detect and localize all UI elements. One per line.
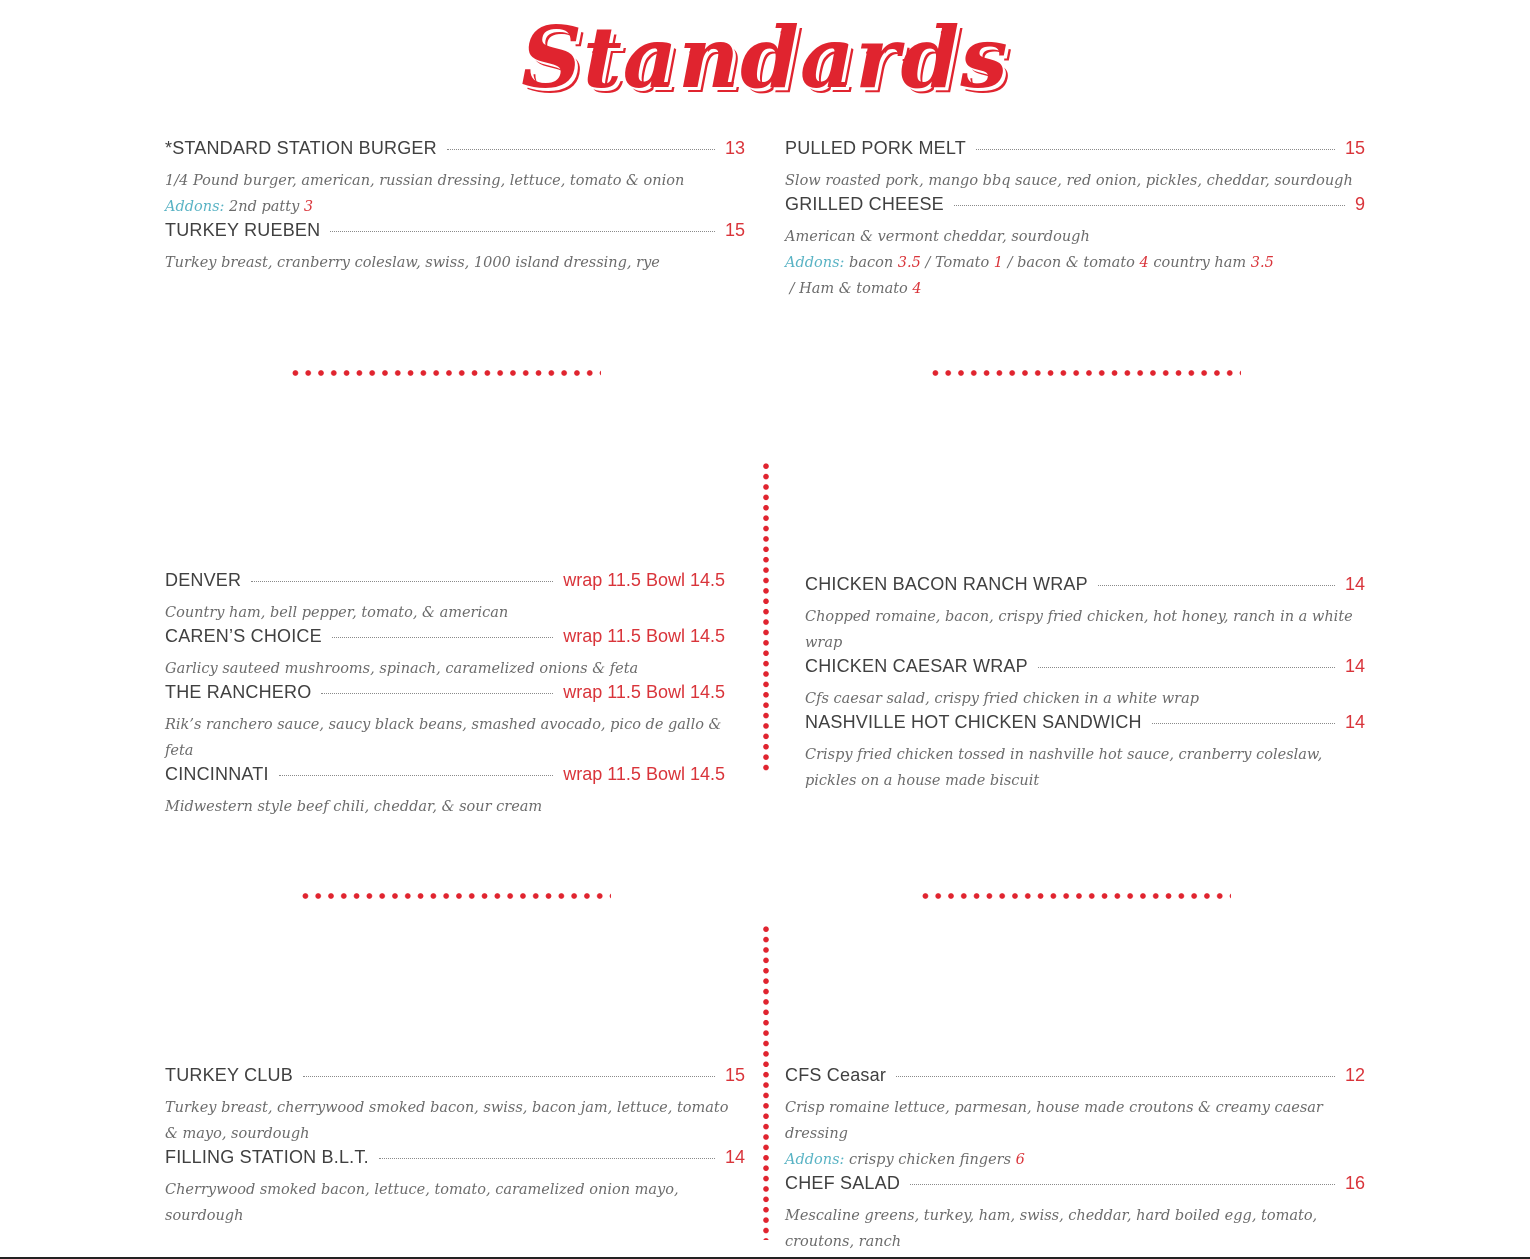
menu-item-name: CHEF SALAD [785,1173,901,1193]
section-mid-left [165,570,725,820]
addon-name: / bacon & tomato [1003,255,1140,271]
menu-item-price: 14 [1344,574,1365,594]
menu-item-price: wrap 11.5 Bowl 14.5 [563,626,725,646]
menu-item-row [165,1147,745,1173]
menu-item-price: 9 [1354,194,1365,214]
menu-item-row [805,656,1365,682]
menu-item-row [165,682,725,708]
menu-item-row [165,764,725,790]
menu-item-price: 15 [724,220,745,240]
menu-item-row [165,220,745,246]
section-top-left [165,138,745,276]
menu-item [805,656,1365,712]
dotted-leader [332,636,553,638]
menu-item [165,1065,745,1147]
menu-item-name: FILLING STATION B.L.T. [165,1147,369,1167]
menu-item-row [785,138,1365,164]
dotted-leader [330,230,715,232]
menu-item-description: Crisp romaine lettuce, parmesan, house made croutons & creamy caesar dressing [785,1100,1323,1142]
menu-item-name: CHICKEN CAESAR WRAP [805,656,1028,676]
menu-item-name: CFS Ceasar [785,1065,887,1085]
menu-item [785,1173,1365,1255]
section-top-right [785,138,1365,302]
addons-line [785,1147,1365,1173]
menu-item-row [165,626,725,652]
dotted-leader [954,204,1345,206]
dotted-divider [289,370,601,376]
addon-name: crispy chicken fingers [844,1152,1016,1168]
menu-item-description: Chopped romaine, bacon, crispy fried chicken, hot honey, ranch in a white wrap [805,609,1353,651]
menu-item-name: CHICKEN BACON RANCH WRAP [805,574,1088,594]
menu-item [165,138,745,220]
dotted-leader [447,148,715,150]
menu-item-price: wrap 11.5 Bowl 14.5 [563,764,725,784]
addon-price: 3.5 [897,255,921,271]
menu-item [165,764,725,820]
addon-price: 6 [1015,1152,1025,1168]
addon-price: 3 [303,199,314,215]
addons-label: Addons: [785,1152,845,1168]
menu-item-description: Garlicy sauteed mushrooms, spinach, caramelized onions & feta [165,661,639,677]
menu-item-description: Crispy fried chicken tossed in nashville hot sauce, cranberry coleslaw, pickles on a house made biscuit [805,747,1323,789]
menu-item-price: wrap 11.5 Bowl 14.5 [563,682,725,702]
addon-name: / Tomato [920,255,994,271]
menu-item [165,682,725,764]
menu-item [785,1065,1365,1173]
menu-item [805,574,1365,656]
dotted-leader [251,580,553,582]
addon-price: 4 [1139,255,1149,271]
menu-item-row [165,1065,745,1091]
section-mid-right [805,574,1365,794]
addons-label: Addons: [165,199,225,215]
addons-line [785,250,1365,302]
menu-item-row [805,574,1365,600]
vertical-dotted-divider [763,461,769,775]
dotted-leader [303,1075,715,1077]
menu-item-name: TURKEY RUEBEN [165,220,321,240]
addon-name: / Ham & tomato [785,281,913,297]
dotted-divider [299,893,611,899]
menu-item-row [165,570,725,596]
addon-name: bacon [844,255,898,271]
addons-line [165,194,745,220]
menu-item-price: 13 [724,138,745,158]
menu-item-description: Turkey breast, cranberry coleslaw, swiss, 1000 island dressing, rye [165,255,660,271]
dotted-leader [379,1157,715,1159]
section-bottom-right [785,1065,1365,1255]
menu-item-price: 15 [724,1065,745,1085]
menu-item-name: CINCINNATI [165,764,269,784]
menu-item-name: *STANDARD STATION BURGER [165,138,437,158]
menu-item [785,194,1365,302]
dotted-leader [279,774,554,776]
page-title: Standards [521,8,1009,107]
dotted-divider [919,893,1231,899]
menu-item-row [805,712,1365,738]
menu-item [785,138,1365,194]
menu-item-price: 15 [1344,138,1365,158]
menu-item [165,220,745,276]
menu-item-name: PULLED PORK MELT [785,138,966,158]
vertical-dotted-divider [763,924,769,1240]
menu-item-row [785,1065,1365,1091]
dotted-leader [1152,722,1335,724]
menu-item-price: 12 [1344,1065,1365,1085]
menu-item-description: Cherrywood smoked bacon, lettuce, tomato, caramelized onion mayo, sourdough [165,1182,679,1224]
addon-price: 1 [993,255,1004,271]
menu-item-description: 1/4 Pound burger, american, russian dressing, lettuce, tomato & onion [165,173,685,189]
dotted-leader [976,148,1335,150]
menu-item-name: TURKEY CLUB [165,1065,293,1085]
menu-item-row [165,138,745,164]
menu-item-name: THE RANCHERO [165,682,312,702]
menu-item-row [785,1173,1365,1199]
menu-item-description: Rik’s ranchero sauce, saucy black beans, smashed avocado, pico de gallo & feta [165,717,722,759]
menu-item-price: wrap 11.5 Bowl 14.5 [563,570,725,590]
menu-item [165,626,725,682]
menu-item-name: DENVER [165,570,242,590]
addon-name: country ham [1148,255,1251,271]
dotted-leader [896,1075,1335,1077]
dotted-leader [910,1183,1335,1185]
menu-item-description: Mescaline greens, turkey, ham, swiss, cheddar, hard boiled egg, tomato, croutons, ranch [785,1208,1318,1250]
menu-item [165,570,725,626]
addons-label: Addons: [785,255,845,271]
menu-item-description: Midwestern style beef chili, cheddar, & sour cream [165,799,543,815]
menu-item-description: Cfs caesar salad, crispy fried chicken in a white wrap [805,691,1200,707]
menu-item [805,712,1365,794]
dotted-leader [1038,666,1335,668]
dotted-leader [1098,584,1335,586]
dotted-divider [929,370,1241,376]
menu-item-price: 16 [1344,1173,1365,1193]
menu-item-price: 14 [1344,656,1365,676]
menu-item-price: 14 [724,1147,745,1167]
section-bottom-left [165,1065,745,1229]
menu-item-name: CAREN’S CHOICE [165,626,322,646]
menu-item-name: NASHVILLE HOT CHICKEN SANDWICH [805,712,1142,732]
menu-item-description: Slow roasted pork, mango bbq sauce, red onion, pickles, cheddar, sourdough [785,173,1353,189]
menu-item-description: American & vermont cheddar, sourdough [785,229,1090,245]
menu-item [165,1147,745,1229]
addon-price: 4 [912,281,922,297]
menu-item-description: Country ham, bell pepper, tomato, & american [165,605,509,621]
menu-item-row [785,194,1365,220]
menu-item-description: Turkey breast, cherrywood smoked bacon, swiss, bacon jam, lettuce, tomato & mayo, sourdough [165,1100,729,1142]
dotted-leader [321,692,553,694]
menu-item-price: 14 [1344,712,1365,732]
menu-item-name: GRILLED CHEESE [785,194,944,214]
addon-name: 2nd patty [224,199,304,215]
addon-price: 3.5 [1250,255,1274,271]
